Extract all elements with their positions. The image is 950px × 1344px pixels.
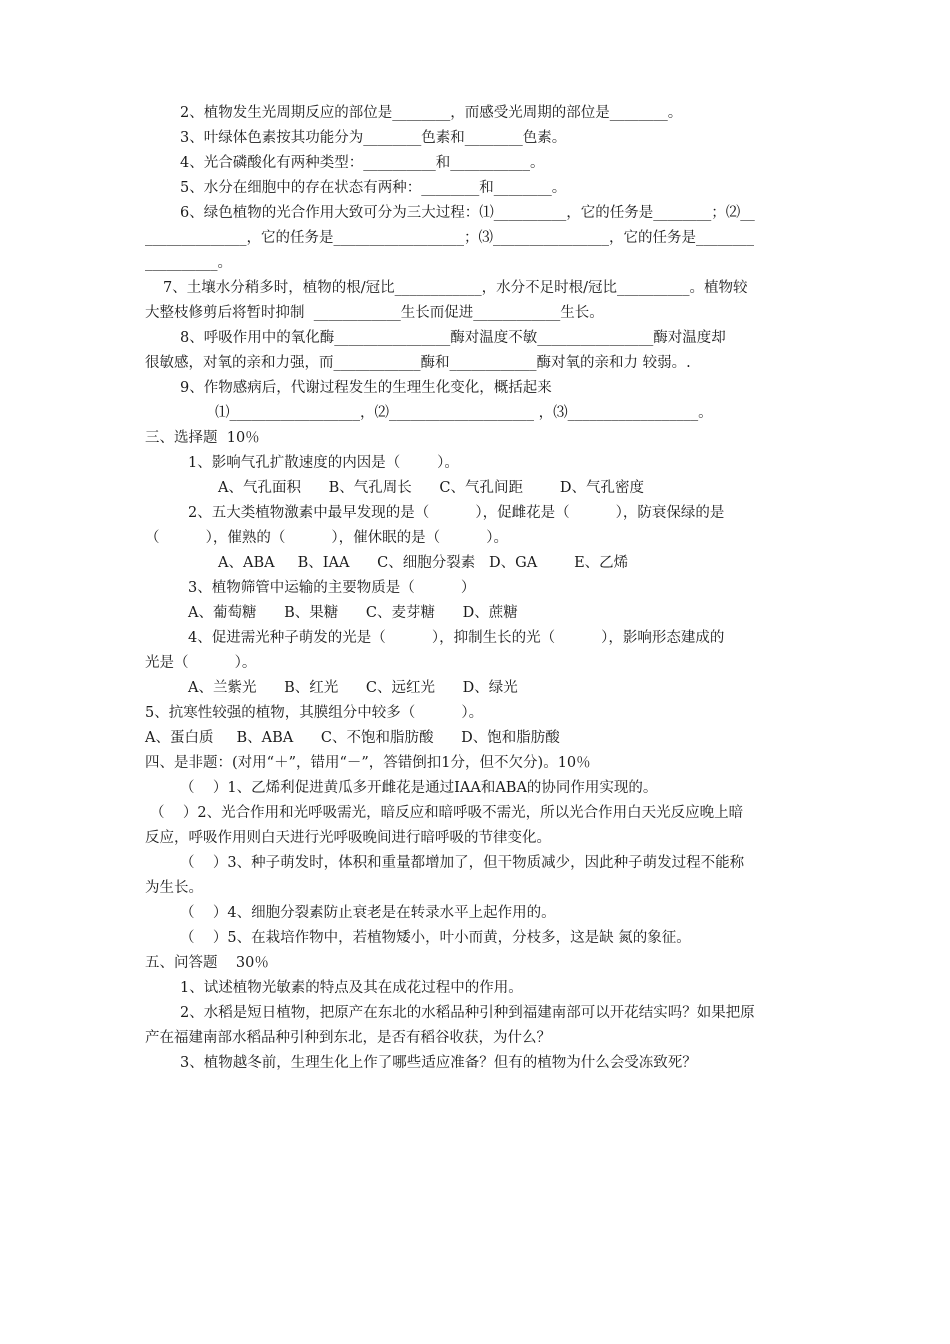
q4-5-line: （ ）5、在栽培作物中，若植物矮小，叶小而黄，分枝多，这是缺 氮的象征。 — [180, 930, 691, 946]
q3-2-line-cont: （ ），催熟的（ ），催休眠的是（ ）。 — [145, 530, 509, 546]
q2-10-line: 8、呼吸作用中的氧化酶________________酶对温度不敏________________酶对温度却 — [180, 330, 726, 346]
q3-2-options: A、ABA B、IAA C、细胞分裂素 D、GA E、乙烯 — [218, 555, 629, 571]
section4-heading: 四、是非题：(对用“＋”，错用“－”，答错倒扣1分，但不欠分)。10％ — [145, 755, 591, 771]
q2-2-line: 3、叶绿体色素按其功能分为________色素和________色素。 — [180, 130, 567, 146]
q3-1-options: A、气孔面积 B、气孔周长 C、气孔间距 D、气孔密度 — [218, 480, 645, 496]
q2-5-line: 6、绿色植物的光合作用大致可分为三大过程：⑴__________，它的任务是________；⑵__ — [180, 205, 755, 221]
q3-5-options: A、蛋白质 B、ABA C、不饱和脂肪酸 D、饱和脂肪酸 — [145, 730, 560, 746]
q2-7-line: __________。 — [145, 255, 232, 271]
q3-4-line: 4、促进需光种子萌发的光是（ ），抑制生长的光（ ），影响形态建成的 — [188, 630, 725, 646]
section5-heading: 五、问答题 30％ — [145, 955, 269, 971]
q3-3-line: 3、植物筛管中运输的主要物质是（ ） — [188, 580, 476, 596]
q2-8-line: 7、土壤水分稍多时，植物的根/冠比____________，水分不足时根/冠比__________。植物较 — [163, 280, 748, 296]
q4-3-line: （ ）3、种子萌发时，体积和重量都增加了，但干物质减少，因此种子萌发过程不能称 — [180, 855, 745, 871]
q4-2-line: （ ）2、光合作用和光呼吸需光，暗反应和暗呼吸不需光，所以光合作用白天光反应晚上暗 — [150, 805, 744, 821]
q3-4-line-cont: 光是（ ）。 — [145, 655, 257, 671]
q5-3-line: 3、植物越冬前，生理生化上作了哪些适应准备？但有的植物为什么会受冻致死？ — [180, 1055, 697, 1071]
q5-1-line: 1、试述植物光敏素的特点及其在成花过程中的作用。 — [180, 980, 523, 996]
q4-4-line: （ ）4、细胞分裂素防止衰老是在转录水平上起作用的。 — [180, 905, 556, 921]
q2-6-line: ______________，它的任务是__________________；⑶________________，它的任务是________ — [145, 230, 754, 246]
q2-4-line: 5、水分在细胞中的存在状态有两种：________和________。 — [180, 180, 567, 196]
q3-3-options: A、葡萄糖 B、果糖 C、麦芽糖 D、蔗糖 — [188, 605, 518, 621]
q5-2-line-cont: 产在福建南部水稻品种引种到东北，是否有稻谷收获，为什么？ — [145, 1030, 551, 1046]
q2-12-line: 9、作物感病后，代谢过程发生的生理生化变化，概括起来 — [180, 380, 552, 396]
q2-3-line: 4、光合磷酸化有两种类型：__________和___________。 — [180, 155, 545, 171]
section3-heading: 三、选择题 10％ — [145, 430, 260, 446]
q2-1-line: 2、植物发生光周期反应的部位是________，而感受光周期的部位是________。 — [180, 105, 683, 121]
q5-2-line: 2、水稻是短日植物，把原产在东北的水稻品种引种到福建南部可以开花结实吗？如果把原 — [180, 1005, 755, 1021]
q4-1-line: （ ）1、乙烯利促进黄瓜多开雌花是通过IAA和ABA的协同作用实现的。 — [180, 780, 658, 796]
q3-4-options: A、兰紫光 B、红光 C、远红光 D、绿光 — [188, 680, 518, 696]
q3-1-line: 1、影响气孔扩散速度的内因是（ ）。 — [188, 455, 459, 471]
q4-3-line-cont: 为生长。 — [145, 880, 203, 896]
q4-2-line-cont: 反应，呼吸作用则白天进行光呼吸晚间进行暗呼吸的节律变化。 — [145, 830, 551, 846]
q2-9-line: 大整枝修剪后将暂时抑制 ____________生长而促进____________生长。 — [145, 305, 604, 321]
q3-2-line: 2、五大类植物激素中最早发现的是（ ），促雌花是（ ），防衰保绿的是 — [188, 505, 725, 521]
q2-11-line: 很敏感，对氧的亲和力强，而____________酶和____________酶对氧的亲和力 较弱。. — [145, 355, 691, 371]
q3-5-line: 5、抗寒性较强的植物，其膜组分中较多（ ）。 — [145, 705, 484, 721]
q2-13-line: ⑴__________________，⑵____________________ ，⑶__________________。 — [215, 405, 713, 421]
